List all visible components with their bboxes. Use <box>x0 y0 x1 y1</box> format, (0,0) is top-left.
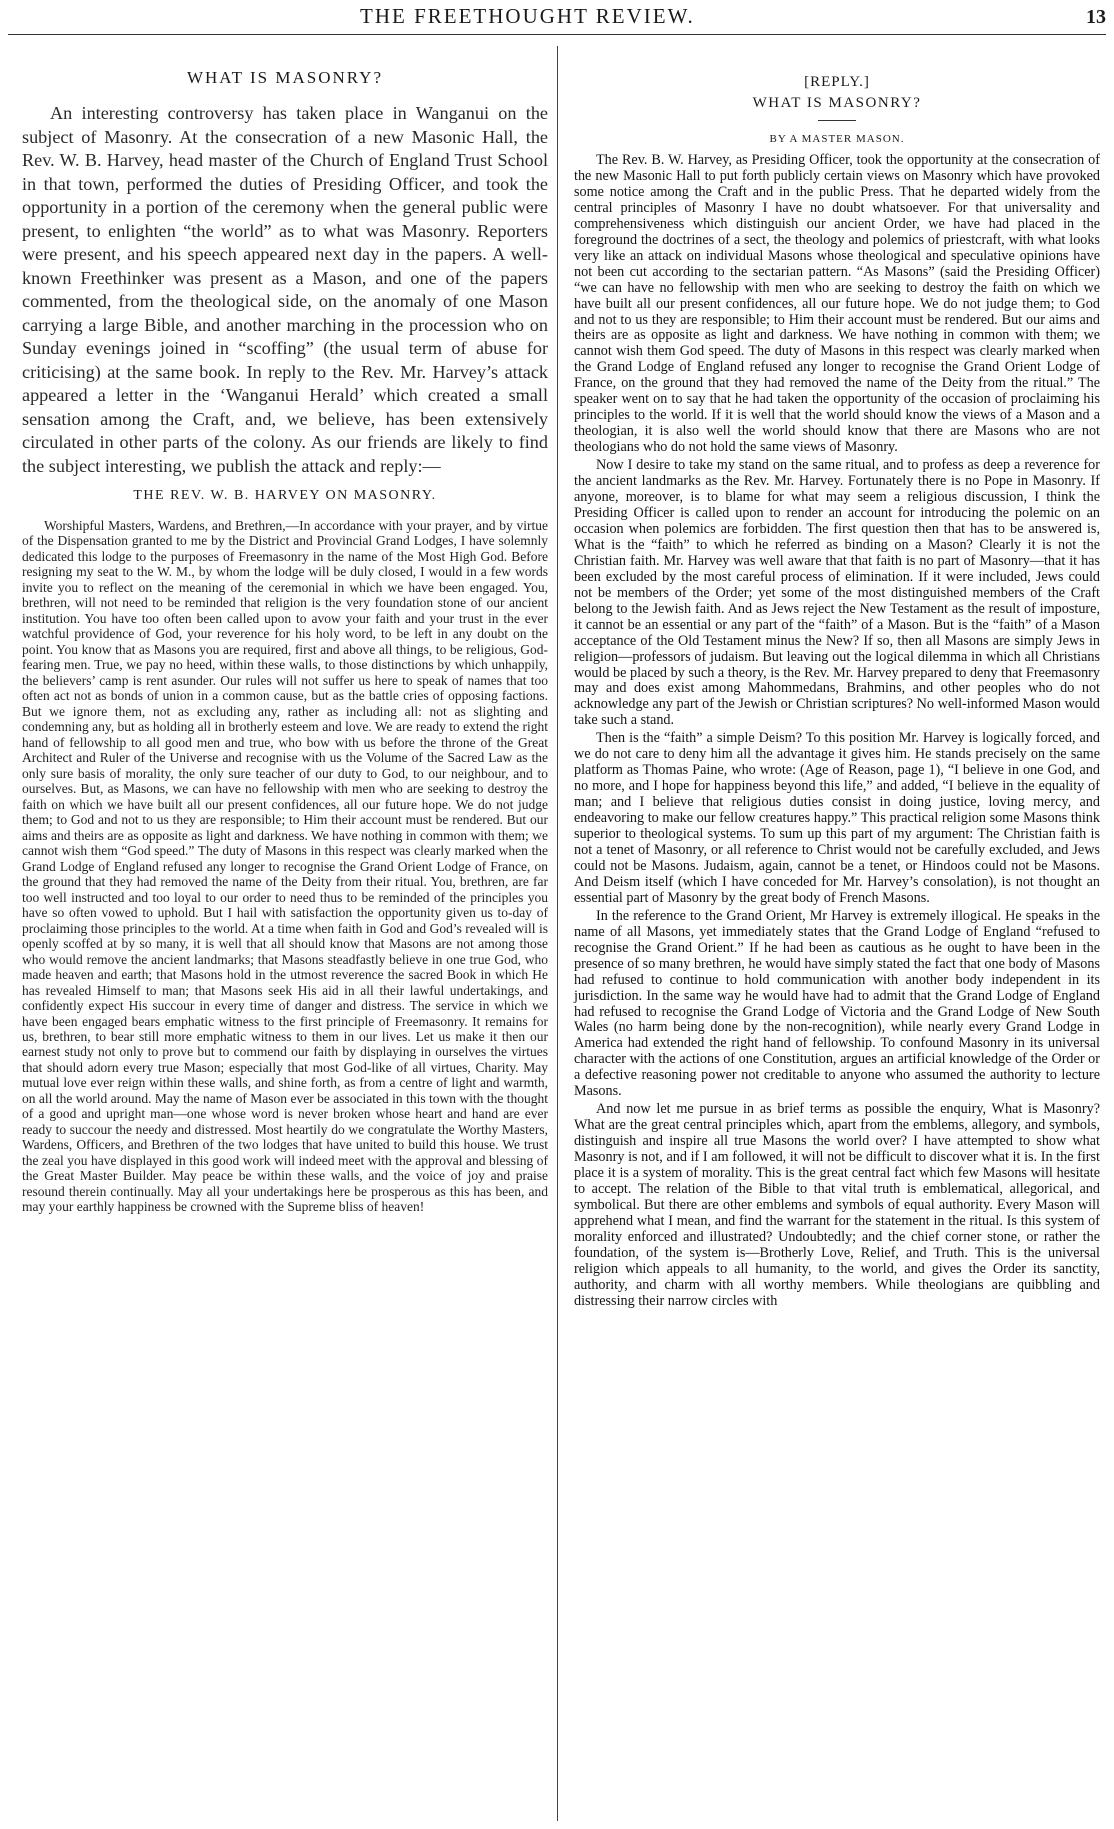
reply-title: WHAT IS MASONRY? <box>752 95 922 111</box>
reply-tag: [REPLY.] <box>804 74 870 90</box>
left-column <box>22 46 548 1215</box>
column-divider <box>557 46 558 1821</box>
editorial-intro: An interesting controversy has taken place in Wanganui on the subject of Masonry. At the consecration of a new Masonic Hall, the Rev. W. B. Harvey, head master of the Church of England Trust School in that town, performed the duties of Presiding Officer, and took the opportunity in a portion of the ceremony when the general public were present, to enlighten “the world” as to what was Masonry. Reporters were present, and his speech appeared next day in the papers. A well-known Freethinker was present as a Mason, and one of the papers commented, from the theological side, on the anomaly of one Mason carrying a large Bible, and another marching in the procession who on Sunday evenings joined in “scoffing” (the usual term of abuse for criticising) at the same book. In reply to the Rev. Mr. Harvey’s attack appeared a letter in the ‘Wanganui Herald’ which created a small sensation among the Craft, and, we believe, has been extensively circulated in other parts of the colony. As our friends are likely to find the subject interesting, we publish the attack and reply:— <box>22 103 548 476</box>
reply-paragraph: The Rev. B. W. Harvey, as Presiding Officer, took the opportunity at the consecration of the new Masonic Hall to put forth publicly certain views on Masonry which have provoked some notice among the Craft and in the public Press. That he departed widely from the central principles of Masonry I have no doubt whatsoever. For that universality and comprehensiveness which distinguish our ancient Order, we have had placed in the foreground the doctrines of a sect, the theology and polemics of priestcraft, with what looks very like an attack on individual Masons whose theological and speculative opinions have not been cut according to the sectarian pattern. “As Masons” (said the Presiding Officer) “we can have no fellowship with men who are seeking to destroy the faith on which we have built all our present confidences, all our future hope. We do not judge them; to God and not to us they are responsible; to Him their account must be rendered. But our aims and theirs are as opposite as light and darkness. We have nothing in common with them; we cannot wish them God speed. The duty of Masons in this respect was clearly marked when the Grand Lodge of England refused any longer to recognise the Grand Orient Lodge of France, on the ground that they had removed the name of the Deity from the ritual.” The speaker went on to say that he had taken the opportunity of the occasion of proclaiming his principles to the world. If it is well that the world should know the views of a Mason and a theologian, it is also well the world should know that there are Masons who are not theologians who do not hold the same views of Masonry. <box>574 152 1100 456</box>
publication-title: THE FREETHOUGHT REVIEW. <box>360 4 695 28</box>
reply-paragraph: And now let me pursue in as brief terms as possible the enquiry, What is Masonry? What are the great central principles which, apart from the emblems, allegory, and symbols, distinguish and inspire all true Masons the world over? I have attempted to show what Masonry is not, and if I am followed, it will not be difficult to discover what it is. In the first place it is a system of morality. This is the great central fact which few Masons will hesitate to accept. The relation of the Bible to that vital truth is emblematical, allegorical, and symbolical. But there are other emblems and symbols of equal authority. Every Mason will apprehend what I mean, and find the warrant for the statement in the ritual. Is this system of morality enforced and illustrated? Undoubtedly; and the chief corner stone, or rather the foundation, of the system is—Brotherly Love, Relief, and Truth. This is the universal religion which appeals to all humanity, to the world, and gives the Order its sanctity, authority, and charm with all worthy members. While theologians are quibbling and distressing their narrow circles with <box>574 1101 1100 1309</box>
title-rule <box>818 120 856 121</box>
reply-paragraph: Now I desire to take my stand on the same ritual, and to profess as deep a reverence for the ancient landmarks as the Rev. Mr. Harvey. Fortunately there is no Pope in Masonry. If anyone, moreover, is to blame for what may seem a religious discussion, I think the Presiding Officer is called upon to render an account for introducing the polemic on an occasion when polemics are forbidden. The first question then that has to be answered is, What is the “faith” to which he referred as binding on a Mason? Clearly it is not the Christian faith. Mr. Harvey was well aware that that faith is no part of Masonry—that it has been excluded by the most careful process of elimination. If it were included, Jews could not be members of the Order; yet some of the most distinguished members of the Craft belong to the Jewish faith. And as Jews reject the New Testament as the result of imposture, it cannot be an essential or any part of the “faith” of a Mason. But is the “faith” of a Mason acceptance of the Old Testament minus the New? If so, then all Masons are simply Jews in religion—professors of judaism. But leaving out the logical dilemma in which all Christians would be placed by such a theory, is the Rev. Mr. Harvey prepared to deny that Freemasonry may and does exist among Mahommedans, Brahmins, and other peoples who do not acknowledge any part of the Jewish or Christian scriptures? No well-informed Mason would take such a stand. <box>574 457 1100 729</box>
masthead <box>0 0 1114 40</box>
harvey-address: Worshipful Masters, Wardens, and Brethren,—In accordance with your prayer, and by virtue of the Dispensation granted to me by the District and Provincial Grand Lodges, I have solemnly dedicated this lodge to the purposes of Freemasonry in the name of the Most High God. Before resigning my seat to the W. M., by whom the lodge will be duly closed, I would in a few words invite you to reflect on the meaning of the ceremonial in which we have been engaged. You, brethren, will not need to be reminded that religion is the very foundation stone of our ancient institution. You have too often been called upon to avow your faith and your trust in the ever watchful providence of God, your reverence for his holy word, to be left in any doubt on the point. You know that as Masons you are required, first and above all things, to be religious, God-fearing men. True, we pay no heed, within these walls, to those distinctions by which unhappily, the believers’ camp is rent asunder. Our rules will not suffer us here to speak of names that too often act not as bonds of union in a common cause, but as the battle cries of opposing factions. But we ignore them, not as excluding any, rather as including all: not as slighting and condemning any, but as holding all in brotherly esteem and love. We are ready to extend the right hand of fellowship to all good men and true, who bow with us before the throne of the Great Architect and Ruler of the Universe and recognise with us the Volume of the Sacred Law as the only sure basis of morality, the only sure teacher of our duty to God, to our neighbour, and to ourselves. But, as Masons, we can have no fellowship with men who are seeking to destroy the faith on which we have built all our present confidences, all our future hope. We do not judge them; to God and not to us they are responsible; to Him their account must be rendered. But our aims and theirs are as opposite as light and darkness. We have nothing in common with them; we cannot wish them “God speed.” The duty of Masons in this respect was clearly marked when the Grand Lodge of England refused any longer to recognise the Grand Orient Lodge of France, on the ground that they had removed the name of the Deity from their ritual. You, brethren, are far too well instructed and too loyal to our order to need thus to be reminded of the principles you have so often vowed to uphold. But I hail with satisfaction the opportunity given us to-day of proclaiming those principles to the world. At a time when faith in God and God’s revealed will is openly scoffed at by so many, it is well that all should know that Masons are not among those who would remove the ancient landmarks; that Masons steadfastly believe in one true God, who made heaven and earth; that Masons hold in the utmost reverence the sacred Book in which He has revealed Himself to man; that Masons seek His aid in all their lawful undertakings, and confidently expect His succour in every time of danger and distress. The service in which we have been engaged bears emphatic witness to the first principle of Freemasonry. It remains for us, brethren, to bear still more emphatic witness to them in our lives. Let us make it then our earnest study not only to prove but to commend our faith by displaying in ourselves the virtues that should adorn every true Mason; especially that most God-like of all virtues, Charity. May mutual love ever reign within these walls, and shine forth, as from a centre of light and warmth, on all the world around. May the name of Mason ever be associated in this town with the thought of a good and upright man—one whose word is never broken whose heart and hand are ever ready to succour the needy and distressed. Most heartily do we congratulate the Worthy Masters, Wardens, Officers, and Brethren of the two lodges that have united to build this house. We trust the zeal you have displayed in this good work will indeed meet with the approval and blessing of the Great Master Builder. May peace be within these walls, and the voice of joy and praise resound therein continually. May all your undertakings here be prosperous as this has been, and may your earthly happiness be crowned with the Supreme bliss of heaven! <box>22 518 548 1215</box>
right-column <box>574 46 1100 1312</box>
header-rule <box>8 34 1106 35</box>
article-title: WHAT IS MASONRY? <box>186 68 384 87</box>
byline: BY A MASTER MASON. <box>769 133 905 145</box>
page-number: 13 <box>1086 6 1106 28</box>
letter-heading: THE REV. W. B. HARVEY ON MASONRY. <box>133 488 437 503</box>
reply-paragraph: Then is the “faith” a simple Deism? To this position Mr. Harvey is logically forced, and we do not care to deny him all the advantage it gives him. He stands precisely on the same platform as Thomas Paine, who wrote: (Age of Reason, page 1), “I believe in one God, and no more, and I hope for happiness beyond this life,” and added, “I believe in the equality of man; and I believe that religious duties consist in doing justice, loving mercy, and endeavoring to make our fellow creatures happy.” This practical religion some Masons think superior to theological systems. To sum up this part of my argument: The Christian faith is not a tenet of Masonry, or all reference to Christ would not be carefully excluded, and Jews could not be Masons. Judaism, again, cannot be a tenet, or Hindoos could not be Masons. And Deism itself (which I have conceded for Mr. Harvey’s consolation), is not thought an essential part of Masonry by the great body of French Masons. <box>574 730 1100 906</box>
reply-paragraph: In the reference to the Grand Orient, Mr Harvey is extremely illogical. He speaks in the name of all Masons, yet immediately states that the Grand Lodge of England “refused to recognise the Grand Orient.” If he had been as cautious as he ought to have been in the presence of so many brethren, he would have simply stated the fact that one body of Masons had refused to continue to hold communication with another body independent in its jurisdiction. In the same way he would have had to admit that the Grand Lodge of England had refused to recognise the Grand Lodge of Victoria and the Grand Lodge of New South Wales (no harm being done by the non-recognition), while nearly every Grand Lodge in America had extended the right hand of fellowship. To confound Masonry in its universal character with the actions of one Constitution, argues an artificial knowledge of the Order or a defective reasoning power not creditable to anyone who assumed the authority to lecture Masons. <box>574 907 1100 1100</box>
